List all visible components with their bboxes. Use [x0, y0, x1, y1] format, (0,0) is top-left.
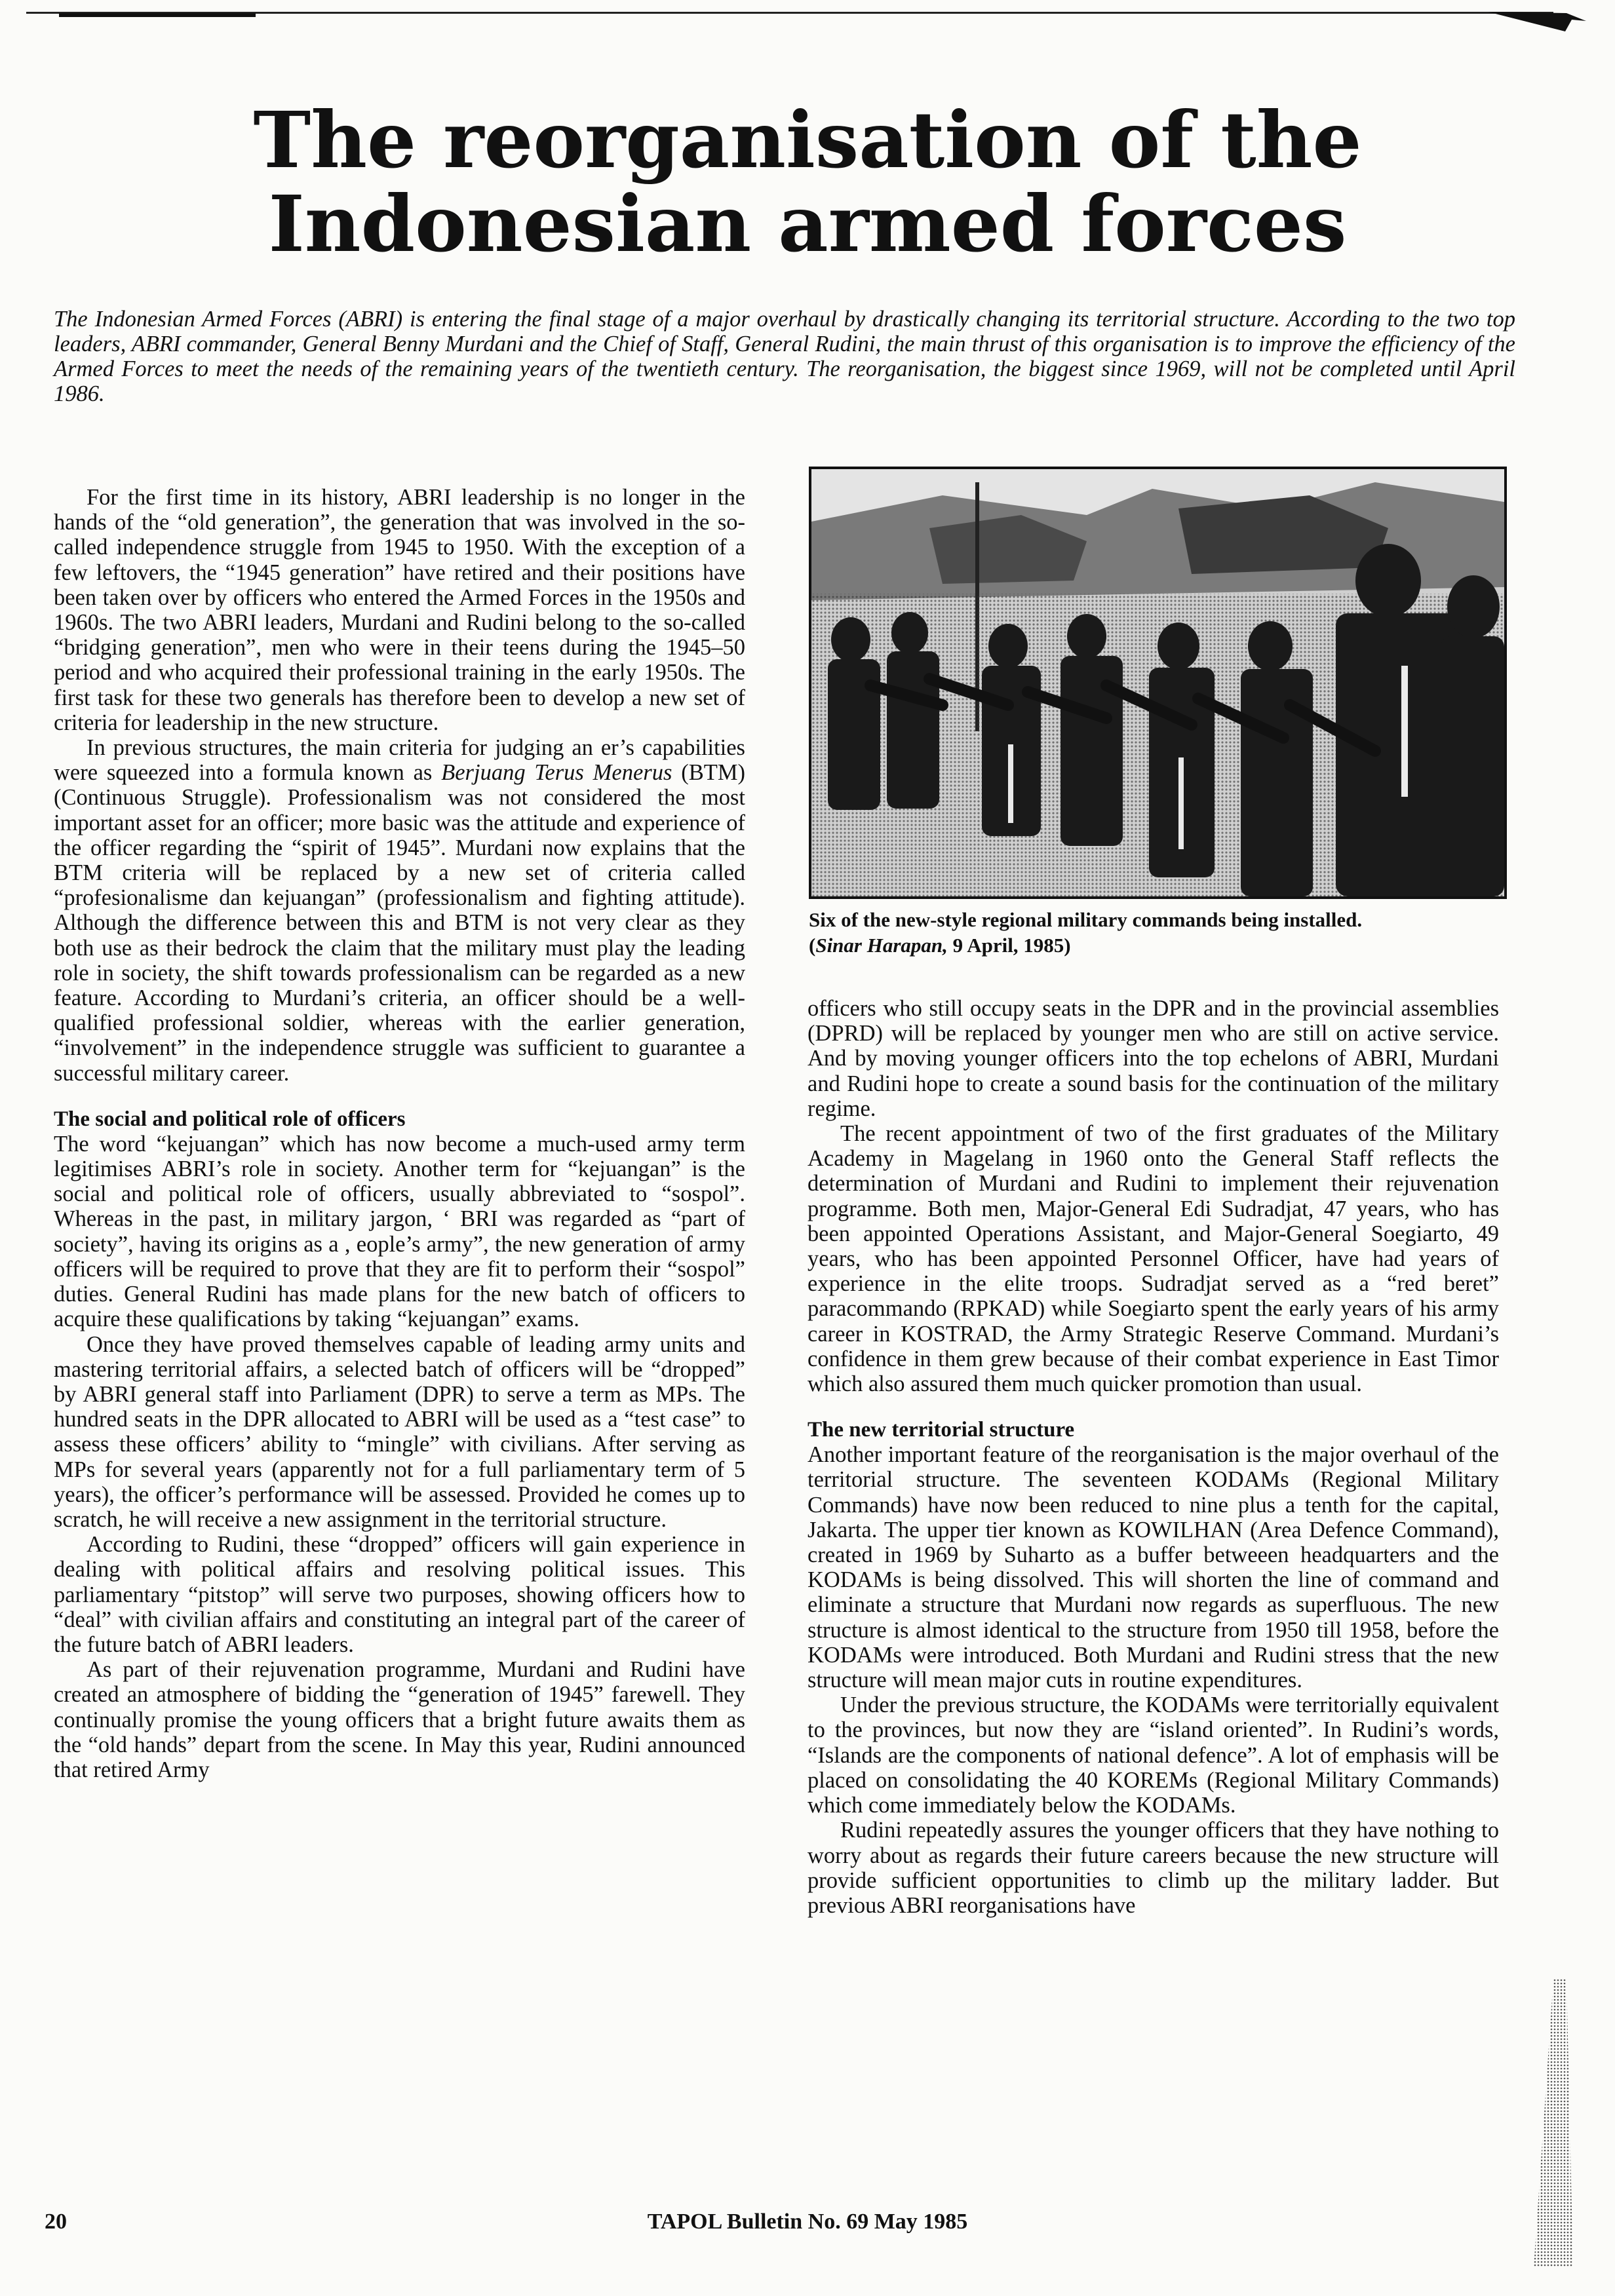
- top-rule-thick: [59, 13, 256, 17]
- left-column: [54, 485, 745, 1782]
- left-paragraph-5: According to Rudini, these “dropped” officers will gain experience in dealing with political affairs and resolving political issues. This parliamentary “pitstop” will serve two purposes, showing officers how to “deal” with civilian affairs and constituting an integral part of the career of the future batch of ABRI leaders.: [54, 1532, 745, 1657]
- corner-arrow-icon: [1488, 8, 1593, 34]
- left-paragraph-4: Once they have proved themselves capable of leading army units and mastering territorial affairs, a selected batch of officers will be “dropped” by ABRI general staff into Parliament (DPR) to serve a term as MPs. The hundred seats in the DPR allocated to ABRI will be used as a “test case” to assess these officers’ ability to “mingle” with civilians. After serving as MPs for several years (apparently not for a full parliamentary term of 5 years), the officer’s performance will be assessed. Provided he comes up to scratch, he will receive a new assignment in the territorial structure.: [54, 1331, 745, 1532]
- right-paragraph-1: officers who still occupy seats in the DPR and in the provincial assemblies (DPRD) will be replaced by younger men who are still on active service. And by moving younger officers into the top echelons of ABRI, Murdani and Rudini hope to create a sound basis for the continuation of the military regime.: [808, 996, 1499, 1121]
- page-number: 20: [45, 2210, 67, 2234]
- right-paragraph-3: Another important feature of the reorganisation is the major overhaul of the territorial structure. The seventeen KODAMs (Regional Military Commands) have now been reduced to nine plus a tenth for the capital, Jakarta. The upper tier known as KOWILHAN (Area Defence Command), created in 1969 by Suharto as a buffer betweeen headquarters and the KODAMs is being dissolved. This will shorten the line of command and eliminate a structure that Murdani now regards as superfluous. The new structure is almost identical to the structure from 1950 till 1958, before the KODAMs were introduced. Both Murdani and Rudini stress that the new structure will mean major cuts in routine expenditures.: [808, 1442, 1499, 1693]
- section-heading-social-political: The social and political role of officers: [54, 1107, 406, 1131]
- left-paragraph-2: In previous structures, the main criteria for judging an er’s capabilities were squeezed into a formula known as Berjuang Terus Menerus (BTM) (Continuous Struggle). Professionalism was not considered the most important asset for an officer; more basic was the attitude and experience of the officer regarding the “spirit of 1945”. Murdani now explains that the BTM criteria will be replaced by a new set of criteria called “profesionalisme dan kejuangan” (professionalism and fighting attitude). Although the difference between this and BTM is not very clear as they both use as their bedrock the claim that the military must play the leading role in society, the shift towards professionalism can be regarded as a new feature. According to Murdani’s criteria, an officer should be a well-qualified professional soldier, whereas with the earlier generation, “involvement” in the independence struggle was sufficient to guarantee a successful military career.: [54, 735, 745, 1086]
- left-paragraph-1: For the first time in its history, ABRI leadership is no longer in the hands of the “old generation”, the generation that was involved in the so-called independence struggle from 1945 to 1950. With the exception of a few leftovers, the “1945 generation” have retired and their positions have been taken over by officers who entered the Armed Forces in the 1950s and 1960s. The two ABRI leaders, Murdani and Rudini belong to the so-called “bridging generation”, men who were in their teens during the 1945–50 period and who acquired their professional training in the early 1950s. The first task for these two generals has therefore been to develop a new set of criteria for leadership in the new structure.: [54, 485, 745, 735]
- left-paragraph-6: As part of their rejuvenation programme, Murdani and Rudini have created an atmosphere of bidding the “generation of 1945” farewell. They continually promise the young officers that a bright future awaits them as the “old hands” depart from the scene. In May this year, Rudini announced that retired Army: [54, 1657, 745, 1782]
- right-paragraph-5: Rudini repeatedly assures the younger officers that they have nothing to worry about as regards their future careers because the new structure will provide sufficient opportunities to climb up the military ladder. But previous ABRI reorganisations have: [808, 1818, 1499, 1918]
- left-paragraph-3: The word “kejuangan” which has now become a much-used army term legitimises ABRI’s role in society. Another term for “kejuangan” is the social and political role of officers, usually abbreviated to “sospol”. Whereas in the past, in military jargon, ‘ BRI was regarded as “part of society”, having its origins as a , eople’s army”, the new generation of army officers will be required to prove that they are fit to perform their “sospol” duties. General Rudini has made plans for the new batch of officers to acquire these qualifications by taking “kejuangan” exams.: [54, 1131, 745, 1332]
- right-paragraph-2: The recent appointment of two of the first graduates of the Military Academy in Magelang in 1960 onto the General Staff reflects the determination of Murdani and Rudini to implement their rejuvenation programme. Both men, Major-General Edi Sudradjat, 47 years, who has been appointed Operations Assistant, and Major-General Soegiarto, 49 years, who has been appointed Personnel Officer, have had years of experience in the elite troops. Sudradjat served as a “red beret” paracommando (RPKAD) while Soegiarto spent the early years of his army career in KOSTRAD, the Army Strategic Reserve Command. Murdani’s confidence in them grew because of their combat experience in East Timor which also assured them much quicker promotion than usual.: [808, 1121, 1499, 1397]
- right-paragraph-4: Under the previous structure, the KODAMs were territorially equivalent to the provinces, but now they are “island oriented”. In Rudini’s words, “Islands are the components of national defence”. A lot of emphasis will be placed on consolidating the 40 KOREMs (Regional Military Commands) which come immediately below the KODAMs.: [808, 1693, 1499, 1818]
- article-photo: [809, 467, 1507, 899]
- photo-soldiers-saluting: [811, 469, 1504, 896]
- article-intro: The Indonesian Armed Forces (ABRI) is entering the final stage of a major overhaul by drastically changing its territorial structure. According to the two top leaders, ABRI commander, General Benny Murdani and the Chief of Staff, General Rudini, the main thrust of this organisation is to improve the efficiency of the Armed Forces to meet the needs of the remaining years of the twentieth century. The reorganisation, the biggest since 1969, will not be completed until April 1986.: [54, 307, 1515, 406]
- photo-caption: Six of the new-style regional military commands being installed.: [809, 908, 1363, 931]
- section-heading-territorial-structure: The new territorial structure: [808, 1418, 1075, 1442]
- publication-footer: TAPOL Bulletin No. 69 May 1985: [647, 2210, 968, 2234]
- right-column: [808, 996, 1499, 1918]
- photo-source: (Sinar Harapan, 9 April, 1985): [809, 934, 1071, 957]
- article-title: The reorganisation of the Indonesian armed forces: [253, 94, 1362, 269]
